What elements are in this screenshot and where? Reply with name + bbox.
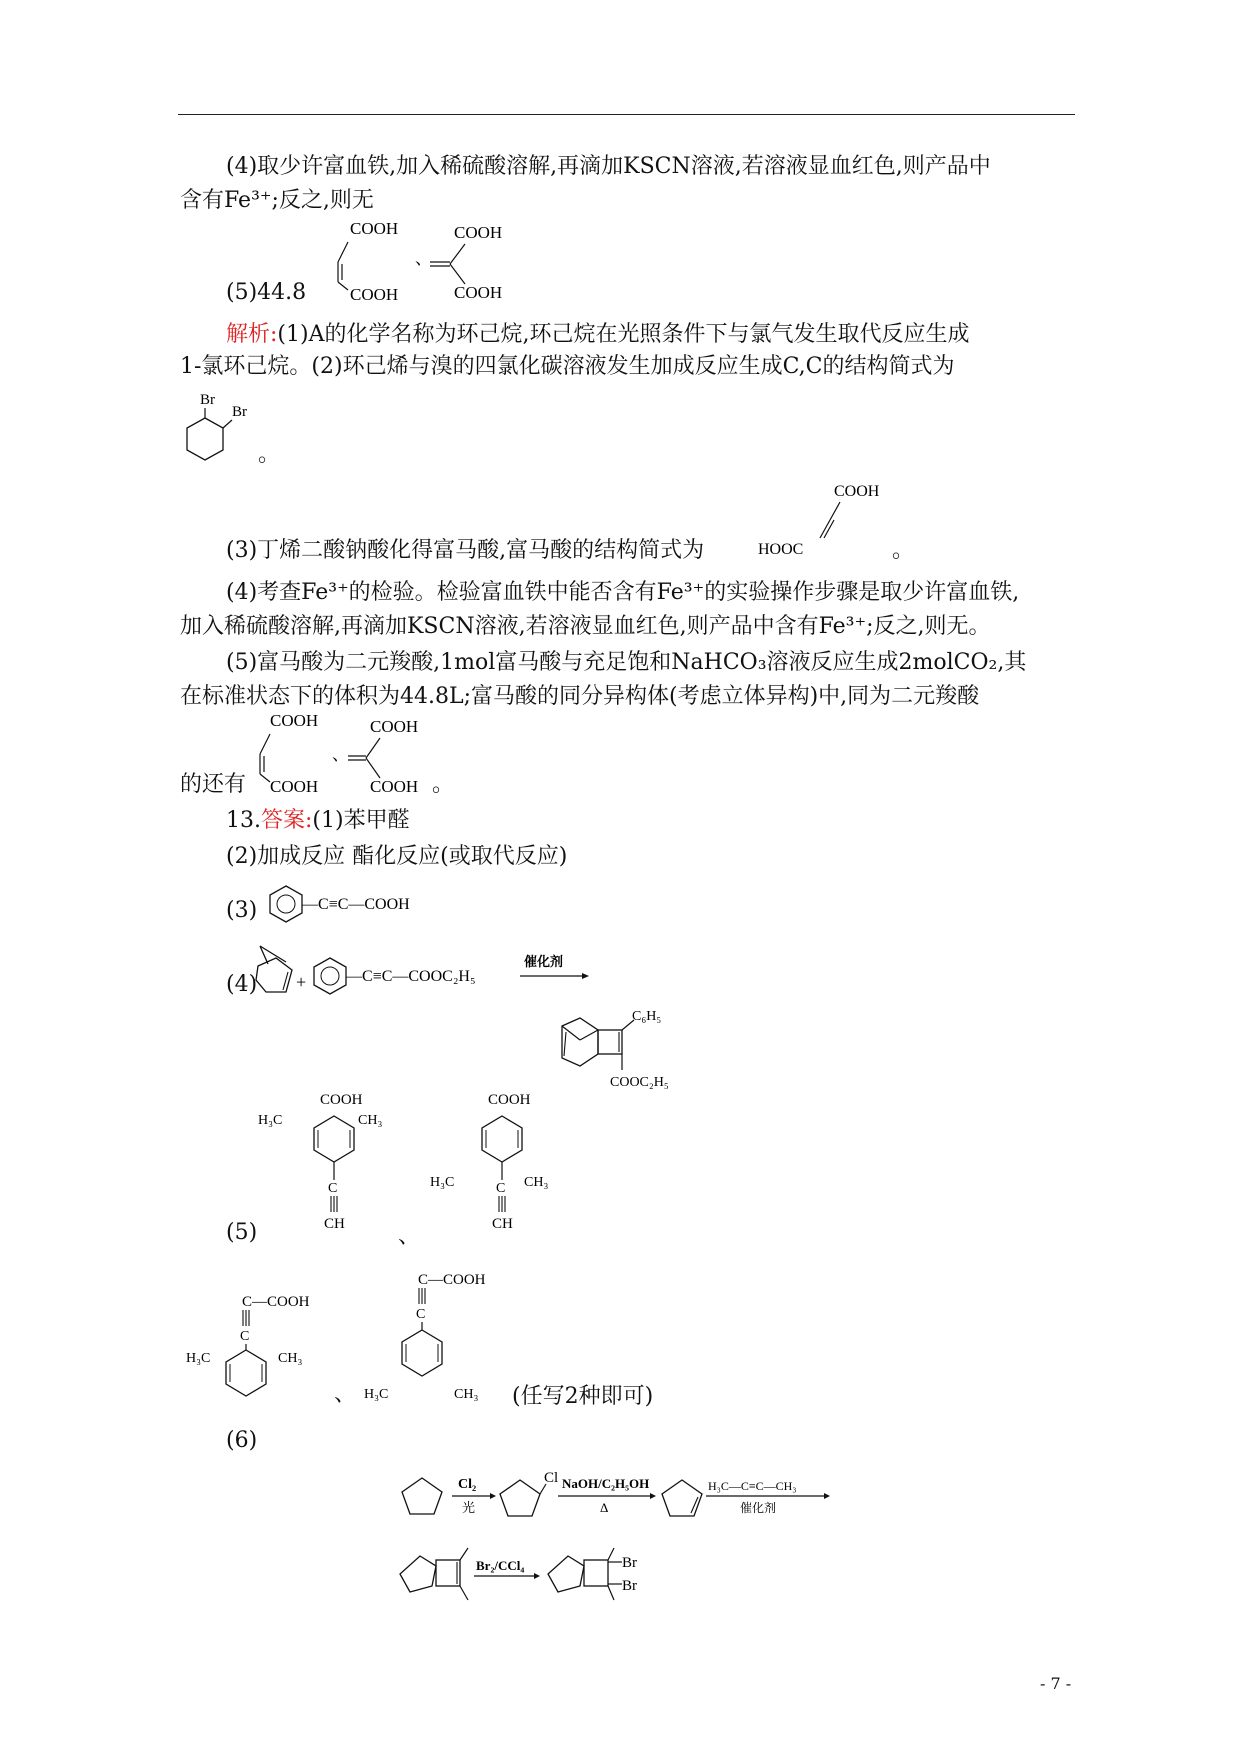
delta-label: Δ [600, 1500, 609, 1515]
c-cooh-label: C—COOH [418, 1272, 486, 1288]
answer-5c-end: 。 [432, 772, 455, 797]
isomer-5a-structure [258, 1088, 408, 1240]
naoh-label: NaOH/C₂H₅OH [562, 1476, 650, 1491]
c-label: C [416, 1307, 426, 1322]
h3c-label: H₃C [186, 1351, 211, 1366]
diels-alder-reaction [252, 936, 622, 1006]
cooh-label: COOH [270, 777, 319, 796]
answer-5b-line: 在标准状态下的体积为44.8L;富马酸的同分异构体(考虑立体异构)中,同为二元羧酸 [180, 684, 980, 709]
separator: 、 [398, 1224, 421, 1249]
c-cooh-label: C—COOH [242, 1294, 310, 1310]
ch3-label: CH₃ [278, 1351, 303, 1366]
q13-p2: (2)加成反应 酯化反应(或取代反应) [226, 844, 568, 869]
jiexi-label: 解析: [226, 322, 278, 347]
br-label: Br [232, 404, 247, 420]
hooc-label: HOOC [758, 541, 804, 558]
br-label: Br [622, 1578, 637, 1594]
cooh-label: COOH [370, 717, 419, 736]
ch3-label: CH₃ [454, 1387, 479, 1402]
answer-4a-line: (4)考查Fe³⁺的检验。检验富血铁中能否含有Fe³⁺的实验操作步骤是取少许富血铁, [226, 580, 1020, 605]
cooh-label: COOH [834, 483, 880, 500]
answer-4-line1: (4)取少许富血铁,加入稀硫酸溶解,再滴加KSCN溶液,若溶液显血红色,则产品中 [226, 154, 991, 179]
synthesis-route [396, 1470, 856, 1620]
q13-answer-label: 答案: [261, 808, 313, 833]
ch-label: CH [492, 1216, 513, 1232]
jiexi-text: (1)A的化学名称为环己烷,环己烷在光照条件下与氯气发生取代反应生成 [277, 322, 970, 347]
light-label: 光 [462, 1500, 476, 1515]
separator: 、 [334, 1382, 357, 1407]
br2ccl4-label: Br₂/CCl₄ [476, 1558, 525, 1573]
cooh-label: COOH [454, 223, 503, 242]
ch3-label: CH₃ [358, 1113, 383, 1128]
butyne-label: H₃C—C≡C—CH₃ [708, 1479, 797, 1493]
dibromocyclohexane-structure [180, 390, 270, 470]
q13-p6-label: (6) [226, 1428, 258, 1453]
cycloadduct-structure [550, 1004, 700, 1094]
isomer-structures-2 [252, 708, 455, 798]
page-number: - 7 - [1040, 1674, 1072, 1693]
isomer-5c-structure [186, 1280, 336, 1410]
jiexi-line2: 1-氯环己烷。(2)环己烯与溴的四氯化碳溶液发生加成反应生成C,C的结构简式为 [180, 354, 955, 379]
separator: 、 [332, 745, 349, 764]
q13-p5-label: (5) [226, 1220, 258, 1245]
header-rule [178, 114, 1075, 115]
h3c-label: H₃C [258, 1113, 283, 1128]
cl2-label: Cl₂ [458, 1477, 477, 1492]
c-label: C [328, 1181, 338, 1196]
plus-sign: + [296, 972, 307, 992]
isomer-structures-1 [330, 214, 530, 304]
fumaric-acid-structure [758, 480, 908, 560]
q13-p4-label: (4) [226, 972, 258, 997]
c-label: C [496, 1181, 506, 1196]
cooh-label: COOH [454, 283, 503, 302]
period-2: 。 [892, 538, 915, 563]
q13-p1: (1)苯甲醛 [312, 808, 410, 833]
answer-5c-prefix: 的还有 [180, 772, 247, 797]
alkyne-cooh-label: —C≡C—COOH [302, 896, 410, 913]
q13-number: 13. [226, 808, 261, 833]
answer-3-line: (3)丁烯二酸钠酸化得富马酸,富马酸的结构简式为 [226, 538, 705, 563]
answer-5: (5)44.8 [226, 280, 307, 305]
q13-p5-note: (任写2种即可) [512, 1384, 654, 1409]
isomer-5d-structure [362, 1268, 512, 1406]
answer-5a-line: (5)富马酸为二元羧酸,1mol富马酸与充足饱和NaHCO₃溶液反应生成2molCO₂,其 [226, 650, 1027, 675]
separator: 、 [415, 249, 432, 268]
q13-header [226, 806, 410, 836]
br-label: Br [622, 1555, 637, 1571]
q13-p3-label: (3) [226, 898, 258, 923]
cooh-label: COOH [320, 1092, 363, 1108]
jiexi-line1 [226, 320, 969, 350]
answer-4-line2: 含有Fe³⁺;反之,则无 [180, 188, 374, 213]
catalyst-label: 催化剂 [740, 1501, 777, 1515]
catalyst-label: 催化剂 [524, 954, 564, 969]
cl-label: Cl [544, 1470, 559, 1486]
ch3-label: CH₃ [524, 1175, 549, 1190]
cooh-label: COOH [350, 219, 399, 238]
h3c-label: H₃C [364, 1387, 389, 1402]
cooh-label: COOH [488, 1092, 531, 1108]
alkyne-ester-label: —C≡C—COOC₂H₅ [346, 968, 476, 985]
br-label: Br [200, 392, 215, 408]
answer-4b-line: 加入稀硫酸溶解,再滴加KSCN溶液,若溶液显血红色,则产品中含有Fe³⁺;反之,则无。 [180, 614, 991, 639]
phenylpropiolic-acid-structure [264, 882, 464, 926]
ch-label: CH [324, 1216, 345, 1232]
c6h5-label: C₆H₅ [632, 1009, 662, 1024]
h3c-label: H₃C [430, 1175, 455, 1190]
cooh-label: COOH [350, 285, 399, 304]
period-1: 。 [258, 442, 281, 467]
cooh-label: COOH [270, 711, 319, 730]
cooh-label: COOH [370, 777, 419, 796]
c-label: C [240, 1329, 250, 1344]
cooc2h5-label: COOC₂H₅ [610, 1075, 669, 1090]
isomer-5b-structure [430, 1088, 580, 1240]
